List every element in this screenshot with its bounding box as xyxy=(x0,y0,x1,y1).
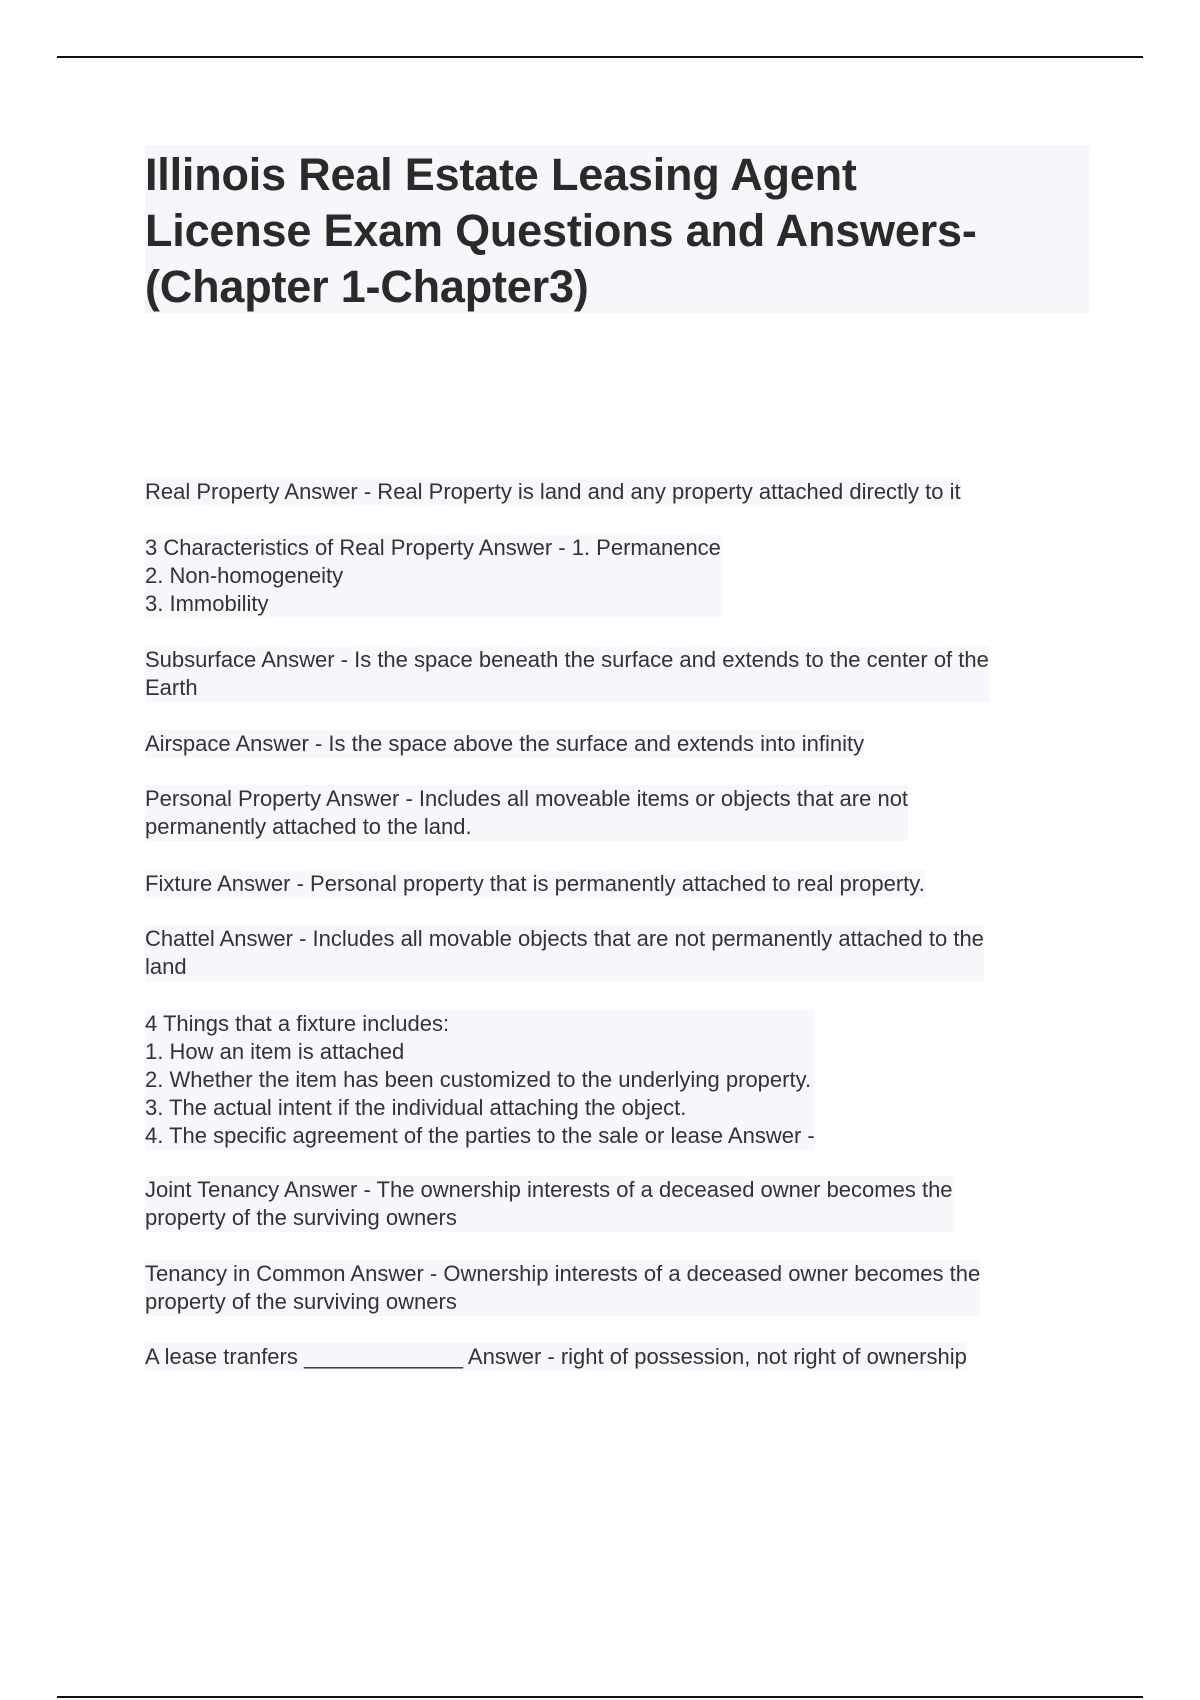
top-rule xyxy=(57,56,1143,58)
qa-line: Subsurface Answer - Is the space beneath the surface and extends to the center of the xyxy=(145,647,989,672)
qa-line: Airspace Answer - Is the space above the surface and extends into infinity xyxy=(145,731,865,756)
title-line-2: License Exam Questions and Answers- xyxy=(145,205,977,256)
qa-line: 4 Things that a fixture includes: xyxy=(145,1010,815,1038)
document-title xyxy=(145,145,1089,313)
qa-entry-fixture xyxy=(145,870,925,898)
qa-line: Personal Property Answer - Includes all moveable items or objects that are not xyxy=(145,786,909,811)
qa-entry-fixture-things xyxy=(145,1010,815,1150)
qa-line: property of the surviving owners xyxy=(145,1204,953,1232)
qa-line: 4. The specific agreement of the parties to the sale or lease Answer - xyxy=(145,1123,815,1148)
qa-line: Tenancy in Common Answer - Ownership interests of a deceased owner becomes the xyxy=(145,1261,981,1286)
qa-entry-characteristics xyxy=(145,534,721,618)
qa-line: 2. Non-homogeneity xyxy=(145,562,721,590)
qa-entry-lease-transfers xyxy=(145,1343,967,1371)
qa-entry-real-property xyxy=(145,478,961,506)
qa-entry-personal-property xyxy=(145,785,908,841)
qa-entry-subsurface xyxy=(145,646,989,702)
qa-line: Chattel Answer - Includes all movable objects that are not permanently attached to the xyxy=(145,926,984,951)
qa-line: 1. How an item is attached xyxy=(145,1038,815,1066)
title-line-3: (Chapter 1-Chapter3) xyxy=(145,261,589,312)
title-line-1: Illinois Real Estate Leasing Agent xyxy=(145,149,857,200)
bottom-rule xyxy=(57,1696,1143,1698)
qa-line: Real Property Answer - Real Property is land and any property attached directly to it xyxy=(145,479,961,504)
qa-line: A lease tranfers _____________ Answer - right of possession, not right of ownership xyxy=(145,1344,967,1369)
qa-line: permanently attached to the land. xyxy=(145,813,908,841)
qa-line: 3. The actual intent if the individual attaching the object. xyxy=(145,1094,815,1122)
qa-line: land xyxy=(145,953,984,981)
qa-line: Fixture Answer - Personal property that is permanently attached to real property. xyxy=(145,871,925,896)
qa-line: Earth xyxy=(145,674,989,702)
qa-line: property of the surviving owners xyxy=(145,1288,980,1316)
qa-entry-tenancy-in-common xyxy=(145,1260,980,1316)
qa-line: 3. Immobility xyxy=(145,590,721,618)
qa-entry-joint-tenancy xyxy=(145,1176,953,1232)
qa-entry-chattel xyxy=(145,925,984,981)
qa-entry-airspace xyxy=(145,730,864,758)
qa-line: 2. Whether the item has been customized to the underlying property. xyxy=(145,1066,815,1094)
qa-line: Joint Tenancy Answer - The ownership interests of a deceased owner becomes the xyxy=(145,1177,953,1202)
qa-line: 3 Characteristics of Real Property Answer - 1. Permanence xyxy=(145,535,721,560)
